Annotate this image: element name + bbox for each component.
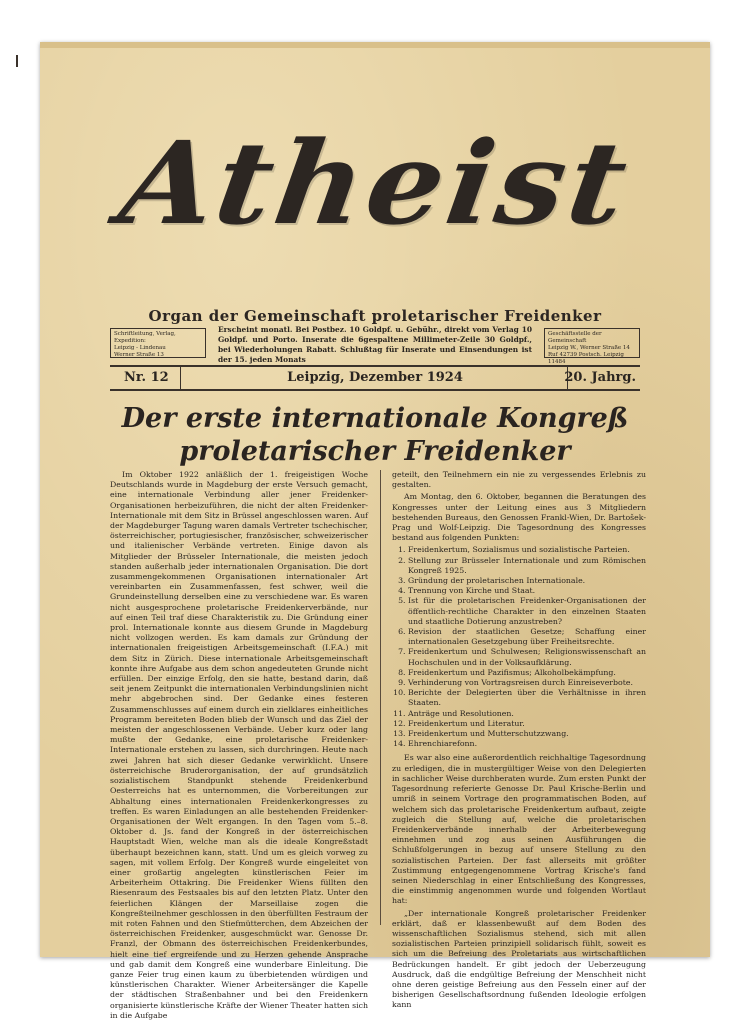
article-paragraph: Am Montag, den 6. Oktober, begannen die Beratungen des Kongresses unter der Leitung eines aus 3 Mitgliedern bestehenden Bureaus, den Genossen Frankl-Wien, Dr. Bartošek-Prag und Wolf-Leipzig. Die Tagesordnung des Kongresses bestand aus folgenden Punkten: — [392, 492, 646, 543]
issue-year: 20. Jahrg. — [564, 370, 636, 385]
issue-number: Nr. 12 — [124, 370, 169, 385]
agenda-item: 9. Verhinderung von Vortragsreisen durch Einreiseverbote. — [408, 678, 646, 688]
office-address-line: Leipzig W., Werner Straße 14 — [548, 345, 630, 351]
agenda-item: 10. Berichte der Delegierten über die Verhältnisse in ihren Staaten. — [408, 688, 646, 708]
article-paragraph: „Der internationale Kongreß proletarischer Freidenker erklärt, daß er klassenbewußt auf dem Boden des wissenschaftlichen Sozialismus stehend, sich mit allen sozialistischen Parteien prinzipiell solidarisch fühlt, soweit es sich um die Befreiung des Proletariats aus wirtschaftlichen Bedrückungen handelt. Er gibt jedoch der Ueberzeugung Ausdruck, daß die endgültige Befreiung der Menschheit nicht ohne deren geistige Befreiung aus den Fesseln einer auf der bisherigen Gesellschaftsordnung fußenden Ideologie erfolgen kann — [392, 908, 646, 1010]
agenda-item: 14. Ehrenchiarefonn. — [408, 739, 646, 749]
article-headline — [100, 402, 650, 468]
office-address-line: Geschäftsstelle der Gemeinschaft — [548, 331, 602, 344]
editorial-address-line: Werner Straße 13 — [114, 352, 164, 358]
agenda-item: 11. Anträge und Resolutionen. — [408, 709, 646, 719]
office-address-box — [544, 328, 640, 365]
article-paragraph: Im Oktober 1922 anläßlich der 1. freigeistigen Woche Deutschlands wurde in Magdeburg der erste Versuch gemacht, eine internationale Verbindung aller jener Freidenker-Organisationen herbeizuführen, die nicht der alten Freidenker-Internationale mit dem Sitz in Brüssel angeschlossen waren. Auf der Magdeburger Tagung waren damals Vertreter tschechischer, österreichischer, portugiesischer, französischer, schweizerischer und italienischer Verbände vertreten. Einige davon als Mitglieder der Brüsseler Internationale, die meisten jedoch standen außerhalb jeder internationalen Organisation. Die dort zusammengekommenen Organisationen internationaler Art vereinbarten ein Zusammenfassen, fest schwer, weil die Grundeinstellung derselben eine zu verschiedene war. Es waren nicht ausgesprochene proletarische Freidenkerverbände, nur auf einen Teil traf diese Charakteristik zu. Die Gründung einer prol. Internationale konnte aus diesem Grunde in Magdeburg nicht vollzogen werden. Es kam damals zur Gründung der internationalen freigeistigen Arbeitsgemeinschaft (I.F.A.) mit dem Sitz in Zürich. Diese internationale Arbeitsgemeinschaft konnte ihre Aufgabe aus dem schon angedeuteten Grunde nicht erfüllen. Der einzige Erfolg, den sie hatte, bestand darin, daß seit jenem Zeitpunkt die internationalen Verbindungslinien nicht mehr abgebrochen sind. Der Gedanke eines festeren Zusammenschlusses auf einem durch ein zielklares einheitliches Programm bereiteten Boden blieb der Wunsch und das Ziel der meisten der angeschlossenen Verbände. Ueber kurz oder lang mußte der Gedanke, eine proletarische Freidenker-Internationale erstehen zu lassen, sich durchringen. Heute nach zwei Jahren hat sich dieser Gedanke verwirklicht. Unsere österreichische Bruderorganisation, der auf grundsätzlich sozialistischem Standpunkt stehende Freidenkerbund Oesterreichs hat es unternommen, die Vorbereitungen zur Abhaltung eines internationalen Freidenkerkongresses zu treffen. Es waren Einladungen an alle bestehenden Freidenker-Organisationen der Welt ergangen. In den Tagen vom 5.–8. Oktober d. Js. fand der Kongreß in der österreichischen Hauptstadt Wien, welche man als die ideale Kongreßstadt überhaupt bezeichnen kann, statt. Und um es gleich vorweg zu sagen, mit vollem Erfolg. Der Kongreß wurde eingeleitet von einer großartig angelegten künstlerischen Feier im Arbeiterheim Ottakring. Die Freidenker Wiens füllten den Riesenraum des Festsaales bis auf den letzten Platz. Unter den feierlichen Klängen der Marseillaise zogen die Kongreßteilnehmer geschlossen in den überfüllten Festraum der mit roten Fahnen und den Stiefmütterchen, dem Abzeichen der österreichischen Freidenker, ausgeschmückt war. Genosse Dr. Franzl, der Obmann des österreichischen Freidenkerbundes, hielt eine tief ergreifende und zu Herzen gehende Ansprache und gab damit dem Kongreß eine wunderbare Einleitung. Die ganze Feier trug einen kaum zu überbietenden würdigen und künstlerischen Charakter. Wiener Arbeitersänger die Kapelle der städtischen Straßenbahner und bei den Freidenkern organisierte künstlerische Kräfte der Wiener Theater hatten sich in die Aufgabe — [110, 470, 368, 1020]
masthead-title — [40, 116, 710, 251]
page-fold-edge — [40, 42, 710, 48]
column-divider — [380, 470, 381, 925]
issue-place-date: Leipzig, Dezember 1924 — [287, 370, 463, 385]
article-column-right — [392, 470, 646, 1010]
agenda-item: 3. Gründung der proletarischen Internationale. — [408, 576, 646, 586]
masthead — [40, 116, 710, 334]
margin-mark — [16, 55, 18, 67]
agenda-item: 2. Stellung zur Brüsseler Internationale und zum Römischen Kongreß 1925. — [408, 556, 646, 576]
article-column-left — [110, 470, 368, 1020]
agenda-list — [392, 545, 646, 749]
editorial-address-line: Schriftleitung, Verlag, Expedition: — [114, 331, 176, 344]
agenda-item: 6. Revision der staatlichen Gesetze; Schaffung einer internationalen Gesetzgebung über Freiheitsrechte. — [408, 627, 646, 647]
editorial-address-line: Leipzig - Lindenau — [114, 345, 166, 351]
agenda-item: 8. Freidenkertum und Pazifismus; Alkoholbekämpfung. — [408, 668, 646, 678]
editorial-address-box — [110, 328, 206, 358]
publication-info — [110, 325, 640, 365]
office-address-line: Ruf 42739 Postsch. Leipzig 11484 — [548, 352, 624, 365]
article-paragraph: Es war also eine außerordentlich reichhaltige Tagesordnung zu erledigen, die in mustergültiger Weise von den Delegierten in sachlicher Weise durchberaten wurde. Zum ersten Punkt der Tagesordnung referierte Genosse Dr. Paul Krische-Berlin und umriß in seinem Vortrage den programmatischen Boden, auf welchem sich das proletarische Freidenkertum aufbaut, zeigte zugleich die Stellung auf, welche die proletarischen Freidenkerverbände innerhalb der Arbeiterbewegung einnehmen und zog aus seinen Ausführungen die Schlußfolgerungen in bezug auf unsere Stellung zu den sozialistischen Parteien. Der fast allerseits mit größter Zustimmung entgegengenommene Vortrag Krische's fand seinen Niederschlag in einer Entschließung des Kongresses, die einstimmig angenommen wurde und folgenden Wortlaut hat: — [392, 753, 646, 906]
agenda-item: 4. Trennung von Kirche und Staat. — [408, 586, 646, 596]
masthead-title-text: Atheist — [111, 116, 639, 251]
agenda-item: 13. Freidenkertum und Mutterschutzzwang. — [408, 729, 646, 739]
article-paragraph: geteilt, den Teilnehmern ein nie zu vergessendes Erlebnis zu gestalten. — [392, 470, 646, 490]
newspaper-page — [40, 42, 710, 1020]
agenda-item: 5. Ist für die proletarischen Freidenker-Organisationen der öffentlich-rechtliche Charakter in den einzelnen Staaten und staatliche Dotierung anzustreben? — [408, 596, 646, 627]
headline-line: proletarischer Freidenker — [179, 436, 571, 467]
agenda-item: 7. Freidenkertum und Schulwesen; Religionswissenschaft an Hochschulen und in der Volksaufklärung. — [408, 647, 646, 667]
masthead-subtitle: Organ der Gemeinschaft proletarischer Freidenker — [148, 307, 602, 325]
subscription-terms: Erscheint monatl. Bei Postbez. 10 Goldpf. u. Gebühr., direkt vom Verlag 10 Goldpf. und Porto. Inserate die 6gespaltene Millimeter-Zeile 30 Goldpf., bei Wiederholungen Rabatt. Schlußtag für Inserate und Einsendungen ist der 15. jeden Monats — [218, 325, 532, 364]
agenda-item: 12. Freidenkertum und Literatur. — [408, 719, 646, 729]
agenda-item: 1. Freidenkertum, Sozialismus und sozialistische Parteien. — [408, 545, 646, 555]
headline-line: Der erste internationale Kongreß — [121, 403, 629, 434]
issue-bar — [110, 365, 640, 391]
